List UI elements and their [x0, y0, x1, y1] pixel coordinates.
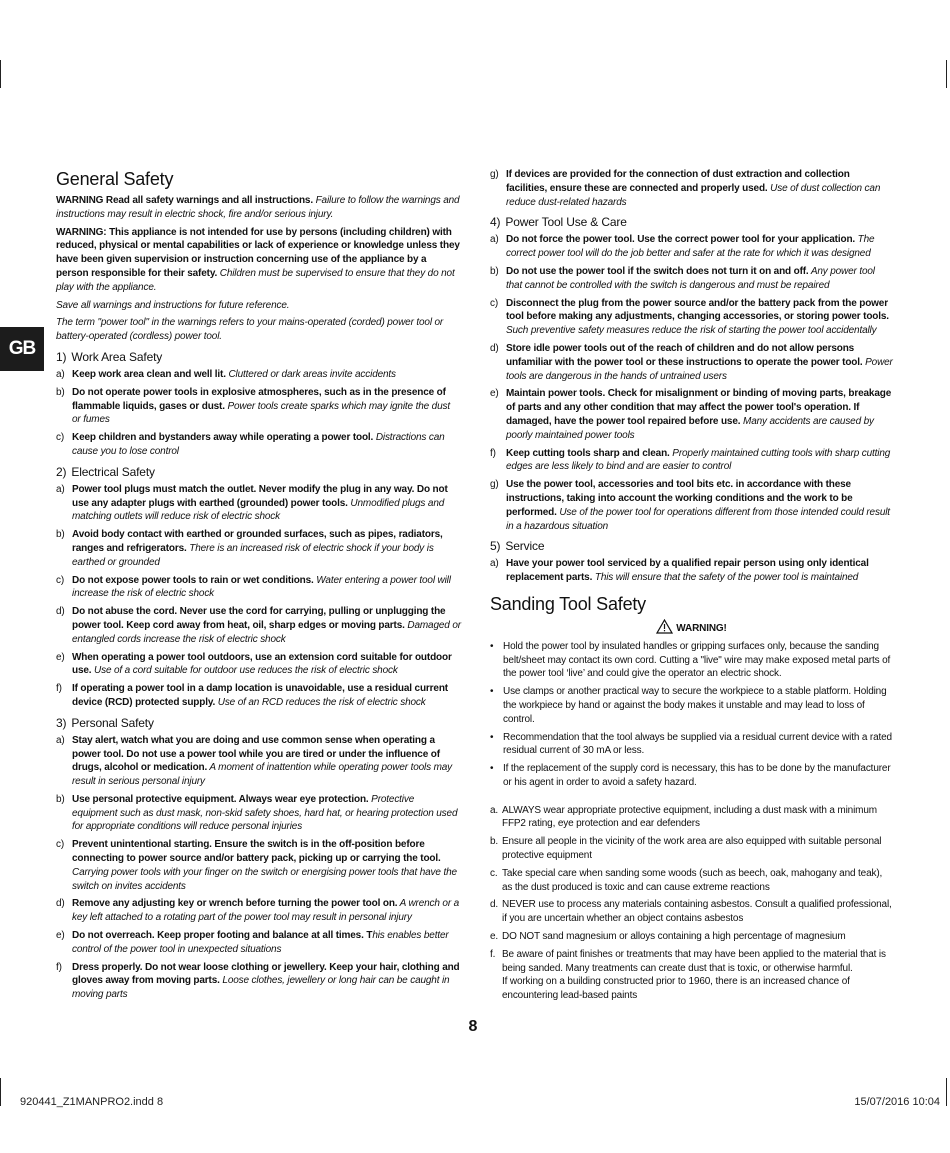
item-explanation: Water entering a power tool will increase the risk of electric shock: [72, 574, 451, 600]
save-instructions: Save all warnings and instructions for future reference.: [56, 299, 290, 311]
item-explanation: This will ensure that the safety of the power tool is maintained: [592, 572, 859, 584]
item-instruction: Dress properly. Do not wear loose clothing or jewellery. Keep your hair, clothing and gloves away from moving parts.: [72, 961, 460, 987]
appliance-warning-paragraph: WARNING: This appliance is not intended for use by persons (including children) with reduced, physical or mental capabilities or lack of experience or knowledge unless they have been given supervision or instruction concerning use of the appliance by a person responsible for their safety. Children must be supervised to ensure that they do not play with the appliance.: [56, 226, 460, 293]
safety-item: [56, 682, 461, 710]
section-heading: [490, 539, 893, 554]
sanding-list-item: [490, 898, 893, 926]
item-instruction: Have your power tool serviced by a qualified repair person using only identical replacement parts.: [506, 558, 869, 584]
bullet-dot: •: [490, 763, 494, 775]
item-instruction: Store idle power tools out of the reach of children and do not allow persons unfamiliar with the power tool or these instructions to operate the power tool.: [506, 342, 863, 368]
safety-item: [490, 478, 893, 533]
item-instruction: Keep work area clean and well lit.: [72, 368, 226, 380]
bullet-dot: •: [490, 686, 494, 698]
section-heading: [56, 465, 461, 480]
list-text: Be aware of paint finishes or treatments that may have been applied to the material that is being sanded. Many treatments can create dust that is toxic, or otherwise harmful. If working on a building constructed prior to 1960, there is an increased chance of encountering lead-based paints: [502, 948, 886, 1002]
sanding-list: [490, 804, 893, 1003]
item-letter: g): [490, 479, 499, 491]
bullet-text: Use clamps or another practical way to secure the workpiece to a stable platform. Holding the workpiece by hand or against the body makes it unstable and may lead to loss of control.: [503, 686, 887, 725]
safety-item: [490, 387, 893, 442]
safety-item: [56, 793, 461, 834]
safety-item: [56, 528, 461, 569]
sanding-list-item: [490, 948, 893, 1003]
power-tool-definition: The term "power tool" in the warnings refers to your mains-operated (corded) power tool or battery-operated (cordless) power tool.: [56, 317, 444, 343]
item-explanation: Carrying power tools with your finger on the switch or energising power tools that have the switch on invites accidents: [72, 866, 457, 892]
safety-item: [490, 297, 893, 338]
item-instruction: Prevent unintentional starting. Ensure the switch is in the off-position before connecting to power source and/or battery pack, picking up or carrying the tool.: [72, 839, 441, 865]
safety-item: [56, 651, 461, 679]
safety-item: [56, 386, 461, 427]
bullet-text: Recommendation that the tool always be supplied via a residual current device with a rated residual current of 30 mA or less.: [503, 731, 892, 757]
safety-item: [490, 233, 893, 261]
safety-item: [490, 342, 893, 383]
warning-label: WARNING!: [490, 619, 893, 636]
section-title: Work Area Safety: [71, 349, 163, 364]
list-letter: d.: [490, 899, 499, 911]
left-column: [56, 168, 461, 1006]
section-number: 1): [56, 349, 67, 364]
sanding-bullets: [490, 640, 893, 790]
item-explanation: Cluttered or dark areas invite accidents: [225, 368, 396, 380]
section-number: 3): [56, 715, 67, 730]
crop-mark: [0, 60, 1, 88]
bullet-text: If the replacement of the supply cord is necessary, this has to be done by the manufacturer or his agent in order to avoid a safety hazard.: [503, 763, 891, 788]
item-letter: c): [490, 297, 499, 309]
item-instruction: Power tool plugs must match the outlet. Never modify the plug in any way. Do not use any adapter plugs with earthed (grounded) power tools.: [72, 483, 448, 509]
item-explanation: Damaged or entangled cords increase the risk of electric shock: [72, 619, 461, 645]
section-heading: [490, 215, 893, 230]
item-letter: f): [490, 447, 496, 459]
safety-item: [56, 605, 461, 646]
item-letter: b): [490, 265, 499, 277]
list-text: Ensure all people in the vicinity of the work area are also equipped with suitable personal protective equipment: [502, 836, 882, 862]
safety-item: [490, 265, 893, 293]
item-instruction: Do not abuse the cord. Never use the cord for carrying, pulling or unplugging the power tool. Keep cord away from heat, oil, sharp edges or moving parts.: [72, 606, 446, 631]
item-explanation: Use of a cord suitable for outdoor use reduces the risk of electric shock: [91, 665, 398, 677]
section-heading: [56, 350, 461, 365]
item-letter: a): [56, 734, 65, 746]
item-letter: a): [56, 483, 65, 495]
section-number: 4): [490, 215, 501, 230]
item-instruction: Do not overreach. Keep proper footing and balance at all times. T: [72, 930, 373, 942]
list-text: NEVER use to process any materials containing asbestos. Consult a qualified professional, if you are uncertain whether an object contains asbestos: [502, 899, 892, 925]
item-explanation: A wrench or a key left attached to a rotating part of the power tool may result in personal injury: [72, 898, 460, 924]
item-letter: b): [56, 793, 65, 805]
item-explanation: Any power tool that cannot be controlled with the switch is dangerous and must be repaired: [506, 265, 875, 291]
general-safety-title: General Safety: [56, 169, 174, 189]
item-instruction: Do not expose power tools to rain or wet conditions.: [72, 574, 314, 586]
item-letter: d): [56, 898, 65, 910]
item-explanation: Loose clothes, jewellery or long hair can be caught in moving parts: [72, 975, 450, 1001]
list-text: DO NOT sand magnesium or alloys containing a high percentage of magnesium: [502, 931, 846, 943]
footer-filename: 920441_Z1MANPRO2.indd 8: [20, 1096, 164, 1108]
item-letter: f): [56, 683, 62, 695]
item-explanation: Power tools are dangerous in the hands of untrained users: [506, 356, 893, 382]
right-sections: [490, 215, 893, 585]
list-letter: f.: [490, 948, 496, 960]
item-instruction: Stay alert, watch what you are doing and use common sense when operating a power tool. Do not use a power tool while you are tired or under the influence of drugs, alcohol or medication.: [72, 734, 440, 774]
list-letter: a.: [490, 804, 499, 816]
bullet-text: Hold the power tool by insulated handles or gripping surfaces only, because the sanding belt/sheet may contact its own cord. Cutting a "live" wire may make exposed metal parts of the power tool ‘live’ and could give the operator an electric shock.: [503, 640, 891, 680]
section-number: 5): [490, 539, 501, 554]
sanding-tool-safety-title: Sanding Tool Safety: [490, 593, 646, 614]
item-letter: b): [56, 386, 65, 398]
item-letter: f): [56, 961, 62, 973]
item-explanation: his enables better control of the power tool in unexpected situations: [72, 930, 449, 955]
item-letter: c): [56, 839, 65, 851]
item-explanation: Distractions can cause you to lose control: [72, 432, 445, 457]
language-tab: GB: [0, 327, 44, 371]
item-explanation: The correct power tool will do the job better and safer at the rate for which it was designed: [506, 234, 875, 260]
item-instruction: If operating a power tool in a damp location is unavoidable, use a residual current device (RCD) protected supply.: [72, 683, 448, 708]
item-letter: e): [56, 651, 65, 663]
item-letter: e): [490, 388, 499, 400]
item-explanation: Power tools create sparks which may ignite the dust or fumes: [72, 400, 450, 426]
sanding-list-item: [490, 930, 893, 944]
safety-item: [56, 838, 461, 893]
safety-item: [56, 368, 461, 382]
item-explanation: Use of the power tool for operations different from those intended could result in a hazardous situation: [506, 506, 890, 532]
item-explanation: Use of an RCD reduces the risk of electric shock: [215, 696, 426, 708]
bullet-item: [490, 762, 893, 790]
section-title: Electrical Safety: [71, 464, 155, 479]
safety-item: [56, 961, 461, 1002]
safety-item: [56, 574, 461, 602]
item-letter: d): [490, 342, 499, 354]
item-instruction: Use the power tool, accessories and tool bits etc. in accordance with these instructions, taking into account the working conditions and the work to be performed.: [506, 479, 853, 518]
bullet-item: [490, 731, 893, 759]
item-explanation: Such preventive safety measures reduce the risk of starting the power tool accidentally: [506, 325, 877, 337]
section-heading: [56, 716, 461, 731]
item-explanation: A moment of inattention while operating power tools may result in serious personal injury: [72, 762, 453, 788]
safety-item: [490, 447, 893, 475]
sanding-list-item: [490, 835, 893, 863]
item-instruction: Disconnect the plug from the power source and/or the battery pack from the power tool before making any adjustments, changing accessories, or storing power tools.: [506, 297, 889, 323]
section-title: Power Tool Use & Care: [505, 215, 627, 230]
item-letter: e): [56, 930, 65, 942]
item-explanation: Unmodified plugs and matching outlets will reduce risk of electric shock: [72, 497, 445, 523]
item-instruction: Maintain power tools. Check for misalignment or binding of moving parts, breakage of parts and any other condition that may affect the power tool's operation. If damaged, have the power tool repaired before use.: [506, 388, 892, 427]
bullet-dot: •: [490, 731, 494, 743]
section-number: 2): [56, 464, 67, 479]
item-instruction: Do not use the power tool if the switch does not turn it on and off.: [506, 265, 809, 277]
warning-triangle-icon: [656, 619, 673, 634]
safety-item: [56, 483, 461, 524]
list-letter: e.: [490, 931, 499, 943]
item-letter: a): [56, 368, 65, 380]
item-letter: a): [490, 234, 499, 246]
warning-paragraph: WARNING Read all safety warnings and all instructions. Failure to follow the warnings and instructions may result in electric shock, fire and/or serious injury.: [56, 195, 460, 220]
section-title: Personal Safety: [71, 715, 154, 730]
page-number: 8: [468, 1018, 478, 1035]
item-instruction: Do not force the power tool. Use the correct power tool for your application.: [506, 234, 856, 246]
right-column: [490, 168, 893, 1007]
list-letter: c.: [490, 867, 498, 879]
item-letter: a): [490, 558, 499, 570]
sanding-list-item: [490, 867, 893, 895]
safety-item: [56, 431, 461, 459]
safety-item: [56, 929, 461, 957]
item-letter: c): [56, 432, 65, 444]
item-instruction: When operating a power tool outdoors, use an extension cord suitable for outdoor use.: [72, 651, 452, 677]
footer-timestamp: 15/07/2016 10:04: [854, 1096, 940, 1108]
item-instruction: Avoid body contact with earthed or grounded surfaces, such as pipes, radiators, ranges and refrigerators.: [72, 529, 443, 554]
item-instruction: Do not operate power tools in explosive atmospheres, such as in the presence of flammable liquids, gases or dust.: [72, 386, 446, 412]
safety-item: [56, 734, 461, 789]
safety-item: [56, 897, 461, 925]
bullet-item: [490, 685, 893, 726]
item-letter: c): [56, 574, 65, 586]
item-explanation: Properly maintained cutting tools with sharp cutting edges are less likely to bind and are easier to control: [506, 447, 891, 473]
item-letter: b): [56, 529, 65, 541]
item-explanation: Many accidents are caused by poorly maintained power tools: [506, 415, 874, 441]
item-instruction: Keep children and bystanders away while operating a power tool.: [72, 432, 374, 444]
item-explanation: Protective equipment such as dust mask, non-skid safety shoes, hard hat, or hearing protection used for appropriate conditions will reduce personal injuries: [72, 793, 458, 833]
bullet-item: [490, 640, 893, 681]
left-sections: [56, 350, 461, 1002]
section-title: Service: [505, 539, 545, 554]
crop-mark: [946, 1078, 947, 1106]
item-instruction: Use personal protective equipment. Always wear eye protection.: [72, 793, 369, 805]
item-instruction: Remove any adjusting key or wrench before turning the power tool on.: [72, 898, 398, 910]
dust-extraction-item: g) If devices are provided for the connection of dust extraction and collection facilities, ensure these are connected and properly used. Use of dust collection can reduce dust-related hazards: [490, 169, 881, 208]
sanding-list-item: [490, 804, 893, 832]
crop-mark: [946, 60, 947, 88]
list-letter: b.: [490, 836, 499, 848]
crop-mark: [0, 1078, 1, 1106]
safety-item: [490, 557, 893, 585]
bullet-dot: •: [490, 640, 494, 652]
list-text: Take special care when sanding some woods (such as beech, oak, mahogany and teak), as the dust produced is toxic and can cause extreme reactions: [502, 867, 883, 893]
item-letter: d): [56, 606, 65, 618]
list-text: ALWAYS wear appropriate protective equipment, including a dust mask with a minimum FFP2 rating, eye protection and ear defenders: [502, 804, 877, 830]
item-instruction: Keep cutting tools sharp and clean.: [506, 447, 670, 459]
item-explanation: There is an increased risk of electric shock if your body is earthed or grounded: [72, 542, 434, 568]
